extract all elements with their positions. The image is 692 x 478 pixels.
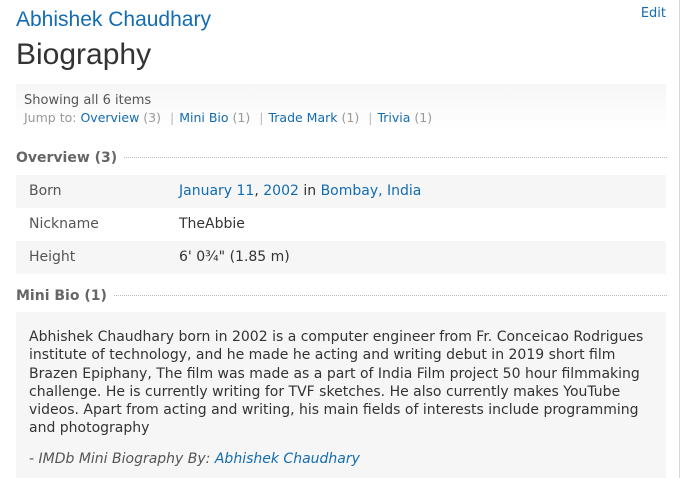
- height-row: [16, 241, 666, 274]
- jump-count-mini-bio: (1): [232, 110, 251, 125]
- credit-author-link[interactable]: Abhishek Chaudhary: [214, 450, 360, 467]
- mini-bio-credit: [29, 450, 652, 468]
- jump-to-bar: [24, 109, 666, 126]
- mini-bio-heading-text: Mini Bio (1): [16, 288, 113, 304]
- mini-bio-section-heading: [16, 285, 667, 305]
- jump-separator: |: [259, 110, 264, 125]
- items-count-text: Showing all 6 items: [24, 93, 152, 108]
- born-row: [16, 175, 666, 208]
- edit-link[interactable]: Edit: [640, 6, 666, 21]
- dotted-divider: [16, 295, 667, 296]
- page-header: [16, 7, 211, 74]
- jump-count-trivia: (1): [414, 110, 433, 125]
- height-label: Height: [29, 249, 76, 265]
- jump-to-label: Jump to:: [24, 110, 77, 125]
- overview-section-heading: [16, 147, 667, 167]
- birth-date-link[interactable]: January 11: [179, 183, 255, 199]
- overview-heading-text: Overview (3): [16, 150, 123, 166]
- born-in-text: in: [303, 183, 317, 199]
- nickname-label: Nickname: [29, 216, 99, 232]
- date-comma: ,: [254, 183, 259, 199]
- born-value: [179, 183, 421, 199]
- jump-count-trade-mark: (1): [341, 110, 360, 125]
- jump-link-overview[interactable]: Overview: [80, 110, 140, 125]
- jump-link-mini-bio[interactable]: Mini Bio: [179, 110, 229, 125]
- birth-place-link[interactable]: Bombay, India: [320, 183, 422, 199]
- height-value: 6' 0¾" (1.85 m): [179, 249, 290, 265]
- jump-link-trade-mark[interactable]: Trade Mark: [268, 110, 338, 125]
- nickname-row: [16, 208, 666, 241]
- jump-to-box: [16, 84, 666, 130]
- jump-separator: |: [368, 110, 373, 125]
- person-name-link[interactable]: Abhishek Chaudhary: [16, 8, 211, 31]
- born-label: Born: [29, 183, 62, 199]
- mini-bio-text: Abhishek Chaudhary born in 2002 is a computer engineer from Fr. Conceicao Rodrigues institute of technology, and he made he acting and writing debut in 2019 short film Brazen Epiphany, The film was made as a part of India Film project 50 hour filmmaking challenge. He is currently writing for TVF sketches. He also currently makes YouTube videos. Apart from acting and writing, his main fields of interests include programming and photography: [29, 329, 644, 437]
- jump-separator: |: [170, 110, 175, 125]
- jump-link-trivia[interactable]: Trivia: [377, 110, 411, 125]
- jump-count-overview: (3): [143, 110, 162, 125]
- mini-bio-box: [16, 312, 666, 478]
- page-title: Biography: [16, 38, 152, 71]
- credit-prefix: - IMDb Mini Biography By:: [29, 450, 211, 467]
- birth-year-link[interactable]: 2002: [263, 183, 299, 199]
- nickname-value: TheAbbie: [179, 216, 245, 232]
